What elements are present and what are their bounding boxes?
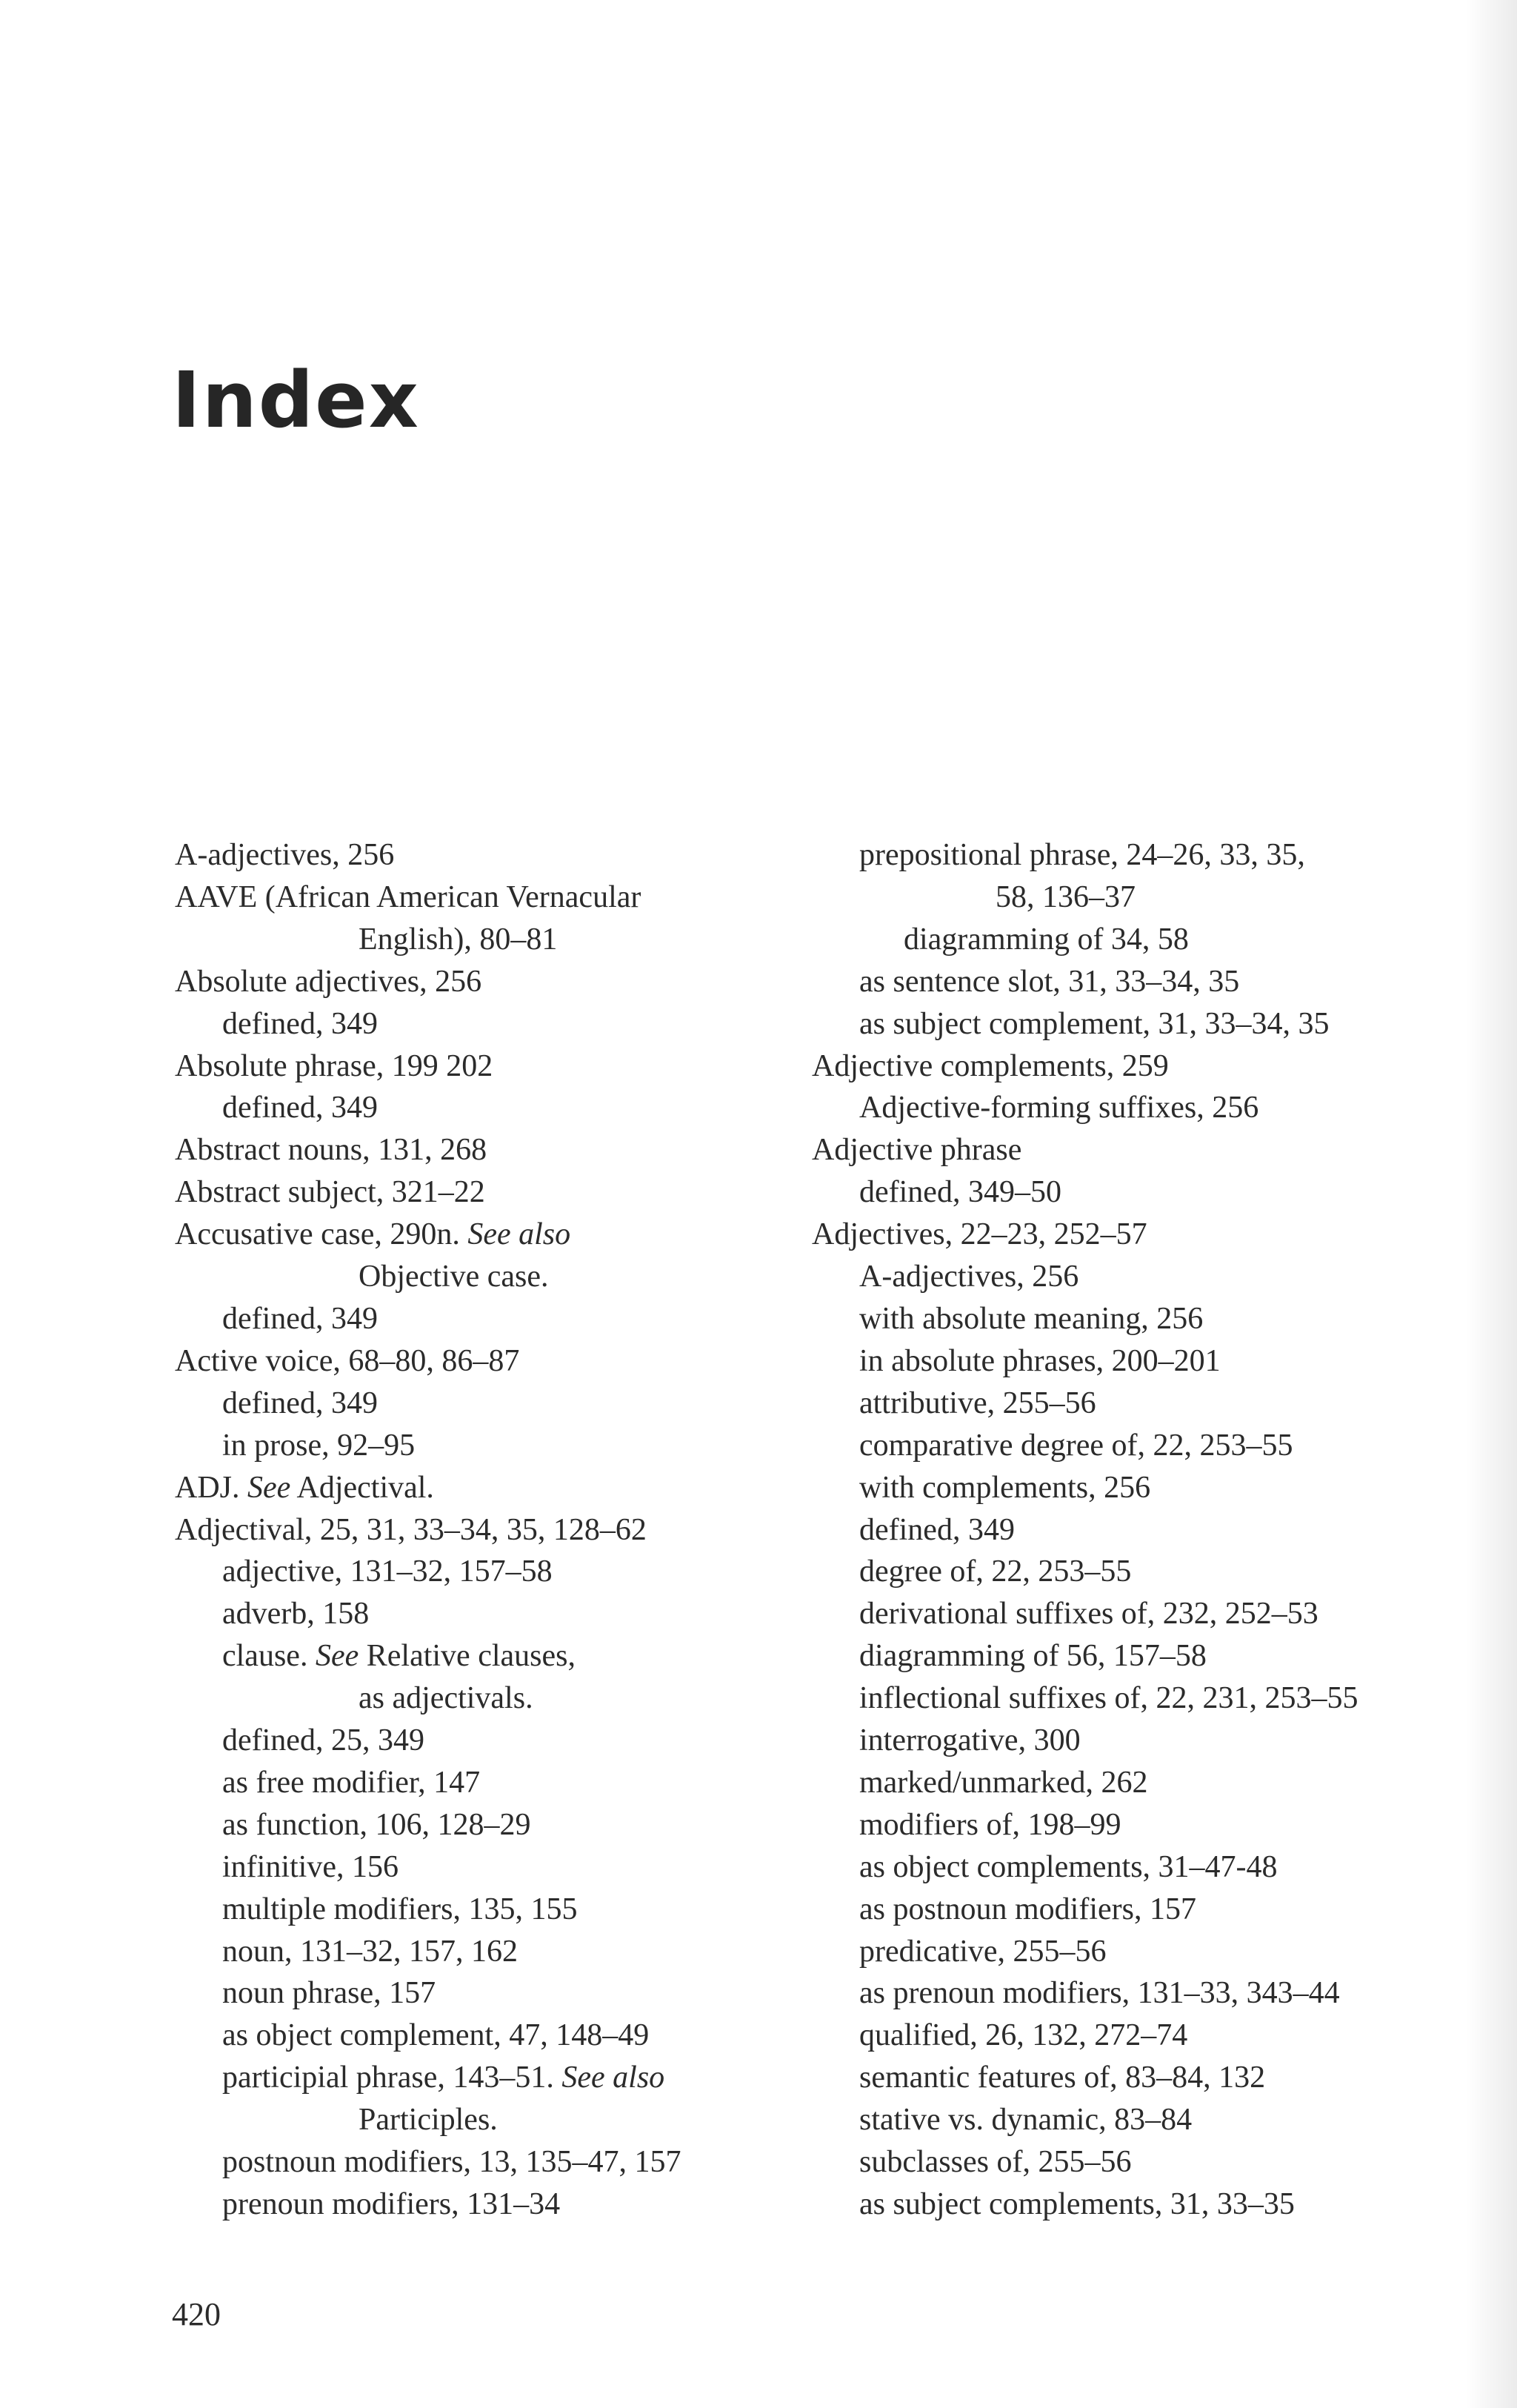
index-entry-text: inflectional suffixes of, 22, 231, 253–55	[859, 1681, 1358, 1716]
index-column-left	[175, 834, 812, 2226]
index-entry	[812, 2099, 1449, 2141]
index-entry	[812, 1256, 1449, 1298]
index-entry	[812, 1003, 1449, 1045]
index-entry	[175, 1762, 812, 1804]
index-entry-text: defined, 349	[222, 1091, 378, 1125]
index-entry	[812, 1383, 1449, 1425]
index-entry	[812, 1129, 1449, 1171]
page-edge-shadow	[1465, 0, 1517, 2408]
index-entry	[175, 919, 812, 961]
index-entry-text: interrogative, 300	[859, 1723, 1081, 1758]
index-entry-text: with absolute meaning, 256	[859, 1301, 1204, 1336]
index-entry	[812, 2141, 1449, 2184]
index-entry	[175, 2141, 812, 2184]
index-entry	[175, 1214, 812, 1256]
index-entry-text: marked/unmarked, 262	[859, 1765, 1148, 1800]
index-entry-text: AAVE (African American Vernacular	[175, 879, 641, 914]
index-entry-text: Accusative case, 290n.	[175, 1217, 468, 1252]
index-entry	[175, 1171, 812, 1214]
index-entry	[175, 1635, 812, 1677]
index-entry-text: postnoun modifiers, 13, 135–47, 157	[222, 2145, 681, 2180]
index-entry-text: semantic features of, 83–84, 132	[859, 2061, 1266, 2095]
index-entry	[175, 877, 812, 919]
see-reference: See	[315, 1639, 359, 1674]
index-entry	[812, 1677, 1449, 1720]
index-entry-text: as postnoun modifiers, 157	[859, 1892, 1196, 1926]
index-entry-text: defined, 25, 349	[222, 1723, 424, 1758]
index-entry-text: participial phrase, 143–51.	[222, 2061, 562, 2095]
index-entry	[812, 1171, 1449, 1214]
index-entry-text: noun phrase, 157	[222, 1976, 436, 2011]
index-entry	[175, 1846, 812, 1889]
index-entry-text: defined, 349	[222, 1301, 378, 1336]
index-entry-text: multiple modifiers, 135, 155	[222, 1892, 578, 1926]
index-entry	[812, 1889, 1449, 1931]
index-entry	[175, 1720, 812, 1762]
index-entry-text: as object complement, 47, 148–49	[222, 2018, 650, 2053]
index-entry	[812, 2015, 1449, 2057]
index-entry-text: derivational suffixes of, 232, 252–53	[859, 1597, 1318, 1632]
index-entry	[812, 2057, 1449, 2099]
index-entry	[812, 1087, 1449, 1129]
index-entry-text: Active voice, 68–80, 86–87	[175, 1343, 520, 1378]
index-entry	[812, 1214, 1449, 1256]
page-number: 420	[172, 2296, 221, 2332]
index-entry-text: stative vs. dynamic, 83–84	[859, 2103, 1193, 2138]
index-entry	[175, 2099, 812, 2141]
index-entry	[175, 1551, 812, 1593]
index-entry	[812, 1931, 1449, 1973]
index-entry	[175, 1931, 812, 1973]
index-entry-text: defined, 349	[859, 1512, 1015, 1547]
index-entry	[812, 1635, 1449, 1677]
index-entry	[812, 1551, 1449, 1593]
index-entry-text: comparative degree of, 22, 253–55	[859, 1428, 1293, 1463]
index-entry-text: diagramming of 34, 58	[904, 922, 1189, 957]
index-entry-text: adjective, 131–32, 157–58	[222, 1554, 553, 1589]
index-entry-text: Absolute adjectives, 256	[175, 964, 482, 999]
index-entry-text: Participles.	[359, 2103, 498, 2138]
index-entry	[175, 1129, 812, 1171]
index-entry	[812, 1762, 1449, 1804]
index-entry-text: attributive, 255–56	[859, 1386, 1096, 1420]
index-entry-text: modifiers of, 198–99	[859, 1807, 1121, 1842]
index-entry	[175, 2015, 812, 2057]
index-entry-text: as sentence slot, 31, 33–34, 35	[859, 964, 1240, 999]
index-entry-text: Abstract nouns, 131, 268	[175, 1133, 487, 1168]
index-entry-text: Adjectival, 25, 31, 33–34, 35, 128–62	[175, 1512, 647, 1547]
index-entry	[175, 1045, 812, 1088]
index-entry	[175, 2057, 812, 2099]
index-entry-text: defined, 349	[222, 1386, 378, 1420]
index-entry-text: in absolute phrases, 200–201	[859, 1343, 1221, 1378]
index-entry-text: predicative, 255–56	[859, 1934, 1107, 1969]
index-entry-text: ADJ.	[175, 1470, 248, 1505]
index-column-right	[812, 834, 1449, 2226]
index-entry	[812, 1298, 1449, 1340]
index-entry-text: A-adjectives, 256	[859, 1260, 1079, 1294]
cross-reference-target: Adjectival.	[290, 1470, 434, 1505]
index-entry-text: 58, 136–37	[996, 879, 1136, 914]
index-entry	[175, 1425, 812, 1467]
index-entry-text: infinitive, 156	[222, 1849, 399, 1884]
index-entry	[175, 1256, 812, 1298]
index-entry	[175, 1340, 812, 1383]
index-entry	[175, 1509, 812, 1551]
index-entry-text: A-adjectives, 256	[175, 838, 395, 872]
index-entry	[175, 1889, 812, 1931]
index-entry-text: clause.	[222, 1639, 316, 1674]
see-reference: See	[247, 1470, 291, 1505]
index-entry	[812, 1467, 1449, 1509]
index-entry-text: adverb, 158	[222, 1597, 370, 1632]
page-title: Index	[172, 355, 420, 445]
index-entry	[812, 2184, 1449, 2226]
index-entry	[812, 1593, 1449, 1635]
see-reference: See also	[467, 1217, 571, 1252]
index-entry-text: Adjectives, 22–23, 252–57	[812, 1217, 1147, 1252]
index-entry-text: in prose, 92–95	[222, 1428, 416, 1463]
index-entry	[812, 1846, 1449, 1889]
index-entry	[175, 1298, 812, 1340]
index-entry	[812, 1804, 1449, 1846]
index-entry	[175, 961, 812, 1003]
index-entry-text: with complements, 256	[859, 1470, 1151, 1505]
index-entry	[812, 1045, 1449, 1088]
index-entry	[812, 1509, 1449, 1551]
index-entry	[812, 1720, 1449, 1762]
index-entry-text: Adjective-forming suffixes, 256	[859, 1091, 1259, 1125]
index-entry-text: as free modifier, 147	[222, 1765, 481, 1800]
index-entry-text: diagramming of 56, 157–58	[859, 1639, 1207, 1674]
index-entry-text: Absolute phrase, 199 202	[175, 1048, 493, 1083]
index-entry	[812, 1425, 1449, 1467]
index-entry	[175, 1467, 812, 1509]
index-entry-text: as object complements, 31–47-48	[859, 1849, 1278, 1884]
index-entry-text: as function, 106, 128–29	[222, 1807, 531, 1842]
index-entry	[175, 834, 812, 877]
index-entry	[812, 1972, 1449, 2015]
index-entry	[175, 1087, 812, 1129]
index-entry	[812, 1340, 1449, 1383]
index-entry-text: defined, 349	[222, 1006, 378, 1041]
index-entry-text: Objective case.	[359, 1260, 549, 1294]
index-entry	[812, 919, 1449, 961]
index-entry-text: prenoun modifiers, 131–34	[222, 2187, 561, 2221]
index-entry	[812, 834, 1449, 877]
index-entry-text: as subject complement, 31, 33–34, 35	[859, 1006, 1330, 1041]
index-entry	[812, 877, 1449, 919]
index-entry-text: prepositional phrase, 24–26, 33, 35,	[859, 838, 1305, 872]
index-entry	[812, 961, 1449, 1003]
index-entry-text: as subject complements, 31, 33–35	[859, 2187, 1295, 2221]
index-entry-text: Adjective complements, 259	[812, 1048, 1169, 1083]
index-entry-text: English), 80–81	[359, 922, 558, 957]
cross-reference-target: Relative clauses,	[359, 1639, 576, 1674]
index-entry	[175, 1003, 812, 1045]
index-entry-text: defined, 349–50	[859, 1175, 1061, 1210]
index-entry-text: degree of, 22, 253–55	[859, 1554, 1132, 1589]
index-entry	[175, 1677, 812, 1720]
index-entry-text: Adjective phrase	[812, 1133, 1022, 1168]
index-entry	[175, 2184, 812, 2226]
index-entry	[175, 1593, 812, 1635]
index-entry-text: noun, 131–32, 157, 162	[222, 1934, 518, 1969]
index-entry-text: as prenoun modifiers, 131–33, 343–44	[859, 1976, 1340, 2011]
index-entry-text: Abstract subject, 321–22	[175, 1175, 485, 1210]
index-entry-text: as adjectivals.	[359, 1681, 533, 1716]
see-reference: See also	[561, 2061, 665, 2095]
index-entry	[175, 1383, 812, 1425]
index-entry	[175, 1804, 812, 1846]
index-entry-text: subclasses of, 255–56	[859, 2145, 1132, 2180]
index-entry-text: qualified, 26, 132, 272–74	[859, 2018, 1188, 2053]
index-entry	[175, 1972, 812, 2015]
